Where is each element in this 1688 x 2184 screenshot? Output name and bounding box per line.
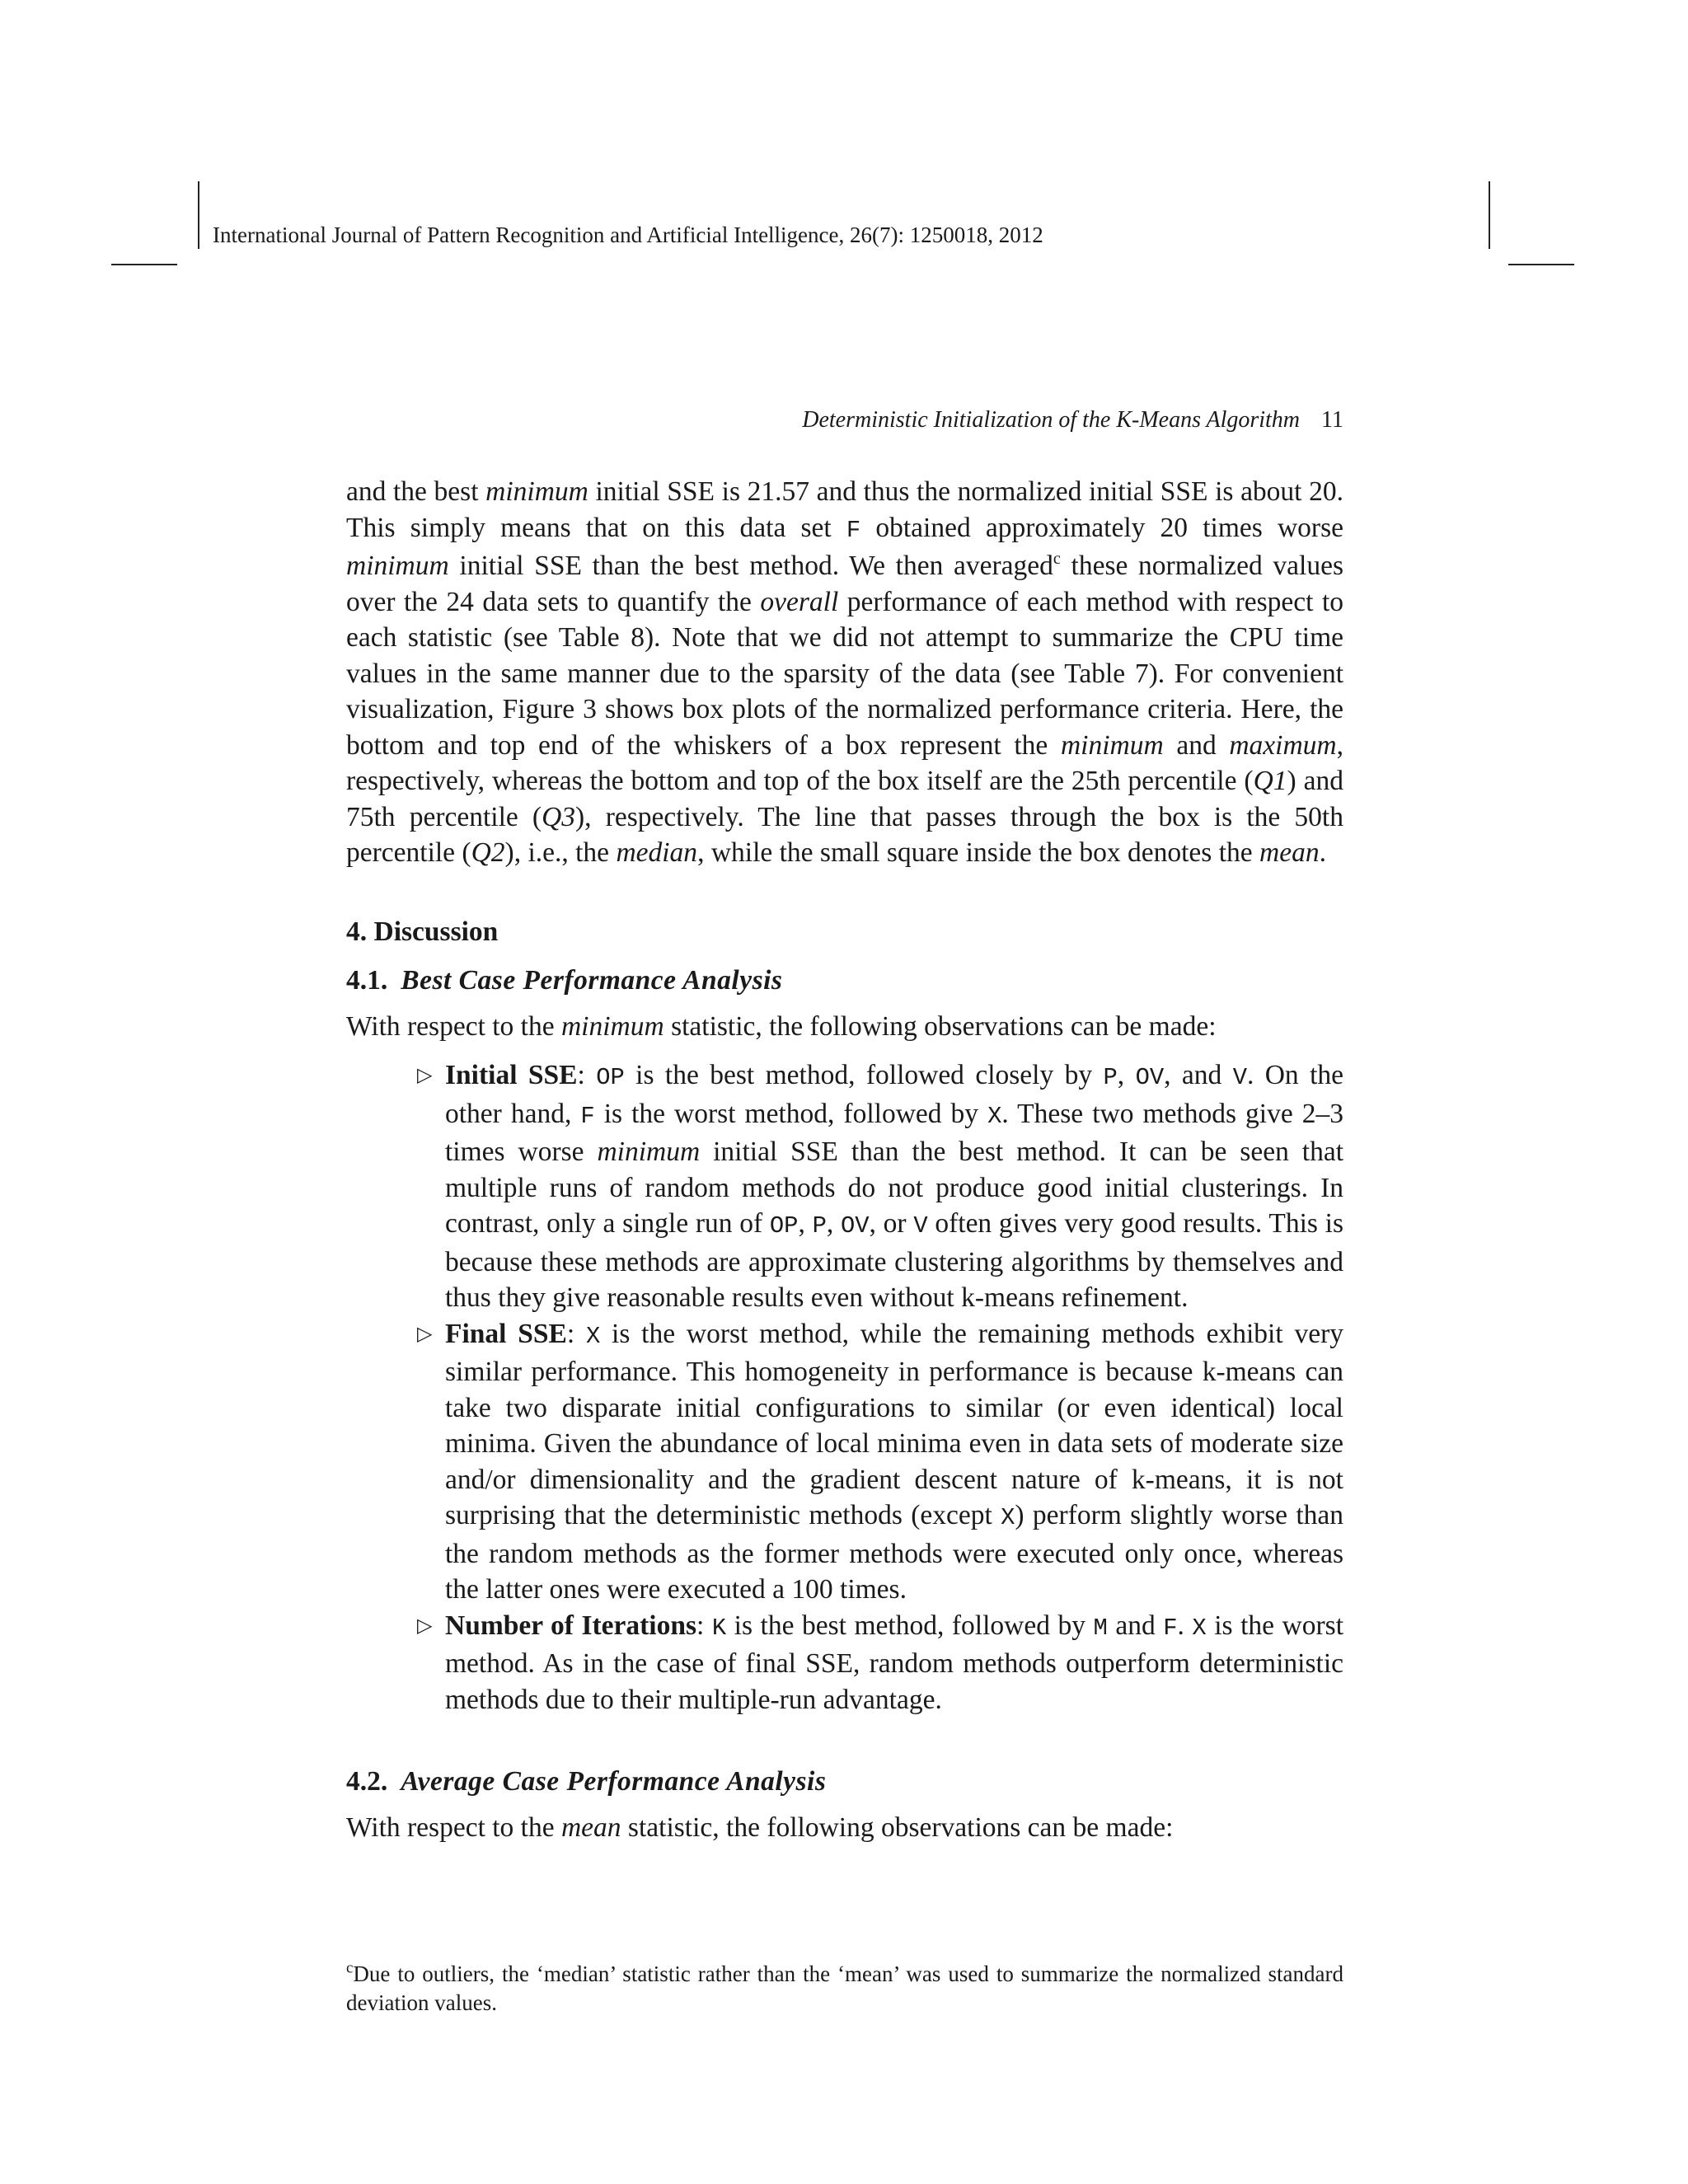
triangle-bullet-icon: ▷ xyxy=(417,1321,433,1345)
list-item-iterations: ▷ Number of Iterations: K is the best method, followed by M and F. X is the worst method. As in the case of final SSE, random methods outperform deterministic methods due to their multiple-run advantage. xyxy=(445,1608,1343,1718)
triangle-bullet-icon: ▷ xyxy=(417,1063,433,1086)
running-title: Deterministic Initialization of the K-Means Algorithm xyxy=(802,407,1301,433)
footnote-text: Due to outliers, the ‘median’ statistic rather than the ‘mean’ was used to summarize the normalized standard deviation values. xyxy=(346,1961,1343,2015)
intro-paragraph: and the best minimum initial SSE is 21.57 and thus the normalized initial SSE is about 20. This simply means that on this data set F obtained approximately 20 times worse minimum initial SSE than the best method. We then averaged$^c$ these normalized values over the 24 data sets to quantify the overall performance of each method with respect to each statistic (see Table 8). Note that we did not attempt to summarize the CPU time values in the same manner due to the sparsity of the data (see Table 7). For convenient visualization, Figure 3 shows box plots of the normalized performance criteria. Here, the bottom and top end of the whiskers of a box represent the minimum and maximum, respectively, whereas the bottom and top of the box itself are the 25th percentile (Q1) and 75th percentile (Q3), respectively. The line that passes through the box is the 50th percentile (Q2), i.e., the median, while the small square inside the box denotes the mean. xyxy=(346,476,1344,868)
crop-mark-left-vertical xyxy=(198,181,199,249)
list-item-final-sse: ▷ Final SSE: X is the worst method, while the remaining methods exhibit very similar performance. This homogeneity in performance is because k-means can take two disparate initial configurations to similar (or even identical) local minima. Given the abundance of local minima even in data sets of moderate size and/or dimensionality and the gradient descent nature of k-means, it is not surprising that the deterministic methods (except X) perform slightly worse than the random methods as the former methods were executed only once, whereas the latter ones were executed a 100 times. xyxy=(445,1316,1343,1608)
crop-mark-right-vertical xyxy=(1489,181,1490,249)
subsection-heading-average-case: 4.2. Average Case Performance Analysis xyxy=(346,1766,827,1797)
triangle-bullet-icon: ▷ xyxy=(417,1613,433,1637)
section-heading-discussion: 4. Discussion xyxy=(346,916,499,947)
average-case-lead: With respect to the mean statistic, the following observations can be made: xyxy=(346,1811,1174,1843)
crop-mark-right-horizontal xyxy=(1508,264,1574,265)
journal-citation: International Journal of Pattern Recognition and Artificial Intelligence, 26(7): 1250018, 2012 xyxy=(213,223,1043,247)
footnote-ref: c xyxy=(1053,549,1061,568)
best-case-observations xyxy=(346,1057,1343,1718)
page-body xyxy=(346,474,1343,1845)
crop-mark-left-horizontal xyxy=(111,264,177,265)
running-head xyxy=(802,407,1343,434)
footnote-mark: c xyxy=(346,1959,354,1977)
subsection-heading-best-case: 4.1. Best Case Performance Analysis xyxy=(346,965,783,996)
page-number: 11 xyxy=(1321,407,1343,433)
list-item-initial-sse: ▷ Initial SSE: OP is the best method, followed closely by P, OV, and V. On the other hand, F is the worst method, followed by X. These two methods give 2–3 times worse minimum initial SSE than the best method. It can be seen that multiple runs of random methods do not produce good initial clusterings. In contrast, only a single run of OP, P, OV, or V often gives very good results. This is because these methods are approximate clustering algorithms by themselves and thus they give reasonable results even without k-means refinement. xyxy=(445,1057,1343,1316)
footnote xyxy=(346,1960,1343,2018)
best-case-lead: With respect to the minimum statistic, the following observations can be made: xyxy=(346,1010,1217,1042)
